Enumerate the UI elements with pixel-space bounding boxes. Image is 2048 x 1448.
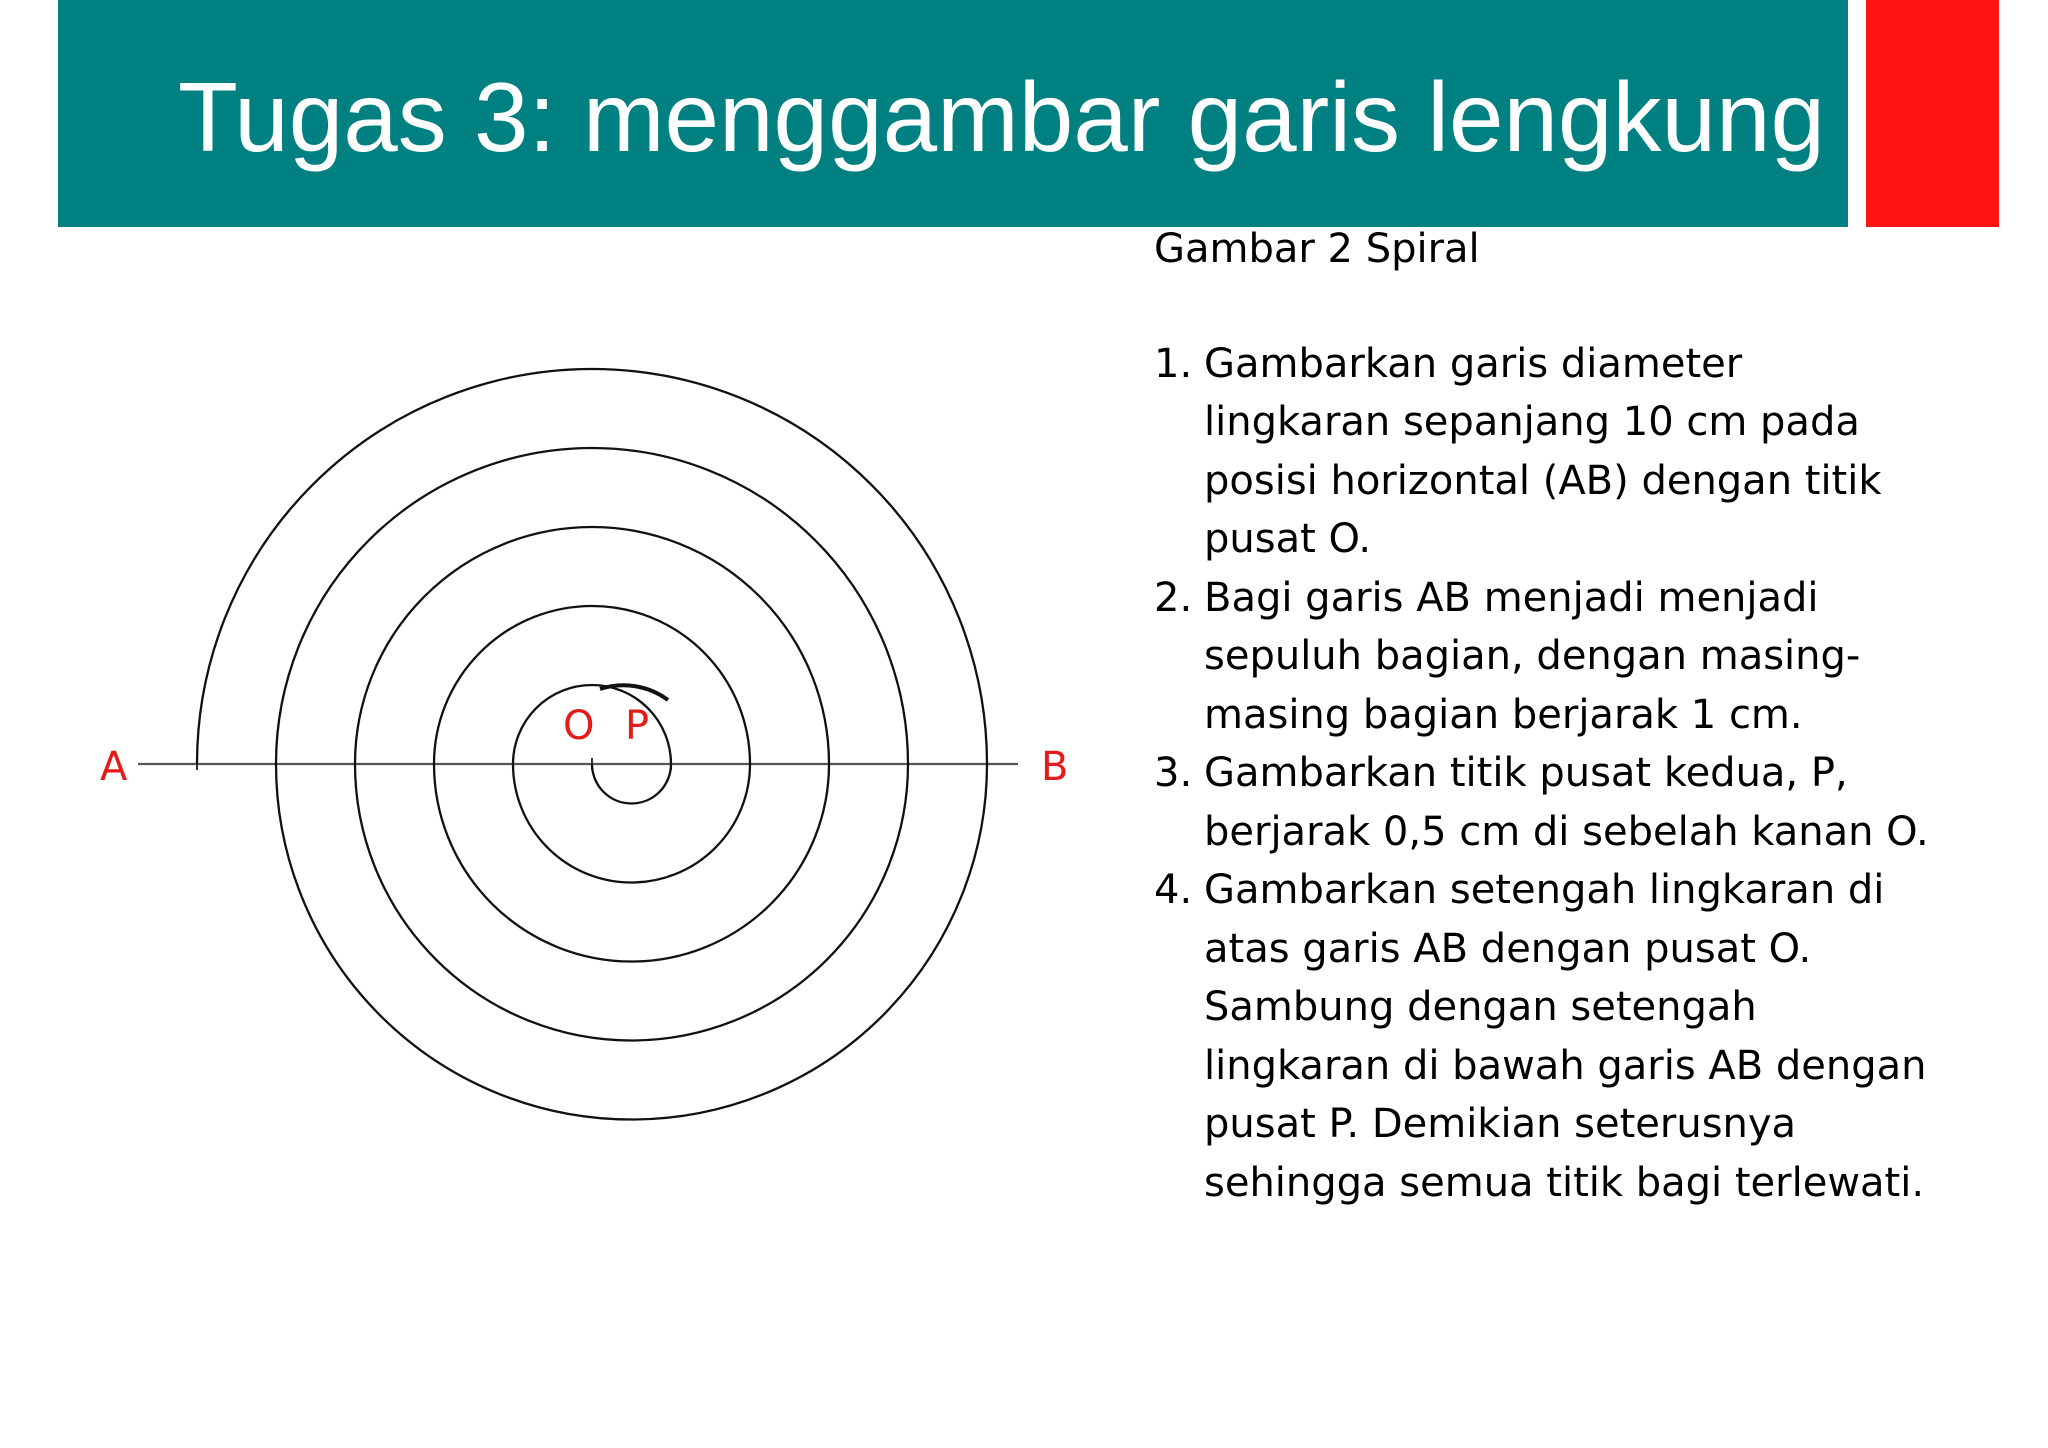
step-text: Gambarkan garis diameter lingkaran sepanjang 10 cm pada posisi horizontal (AB) dengan titik pusat O. bbox=[1204, 340, 1882, 562]
step-text: Gambarkan titik pusat kedua, P, berjarak 0,5 cm di sebelah kanan O. bbox=[1204, 750, 1929, 855]
label-b: B bbox=[1041, 744, 1069, 790]
accent-bar bbox=[1866, 0, 1999, 227]
instruction-step bbox=[1154, 335, 1994, 569]
spiral-figure bbox=[80, 330, 1100, 1210]
instruction-list bbox=[1154, 335, 1994, 1213]
instruction-step bbox=[1154, 744, 1994, 861]
step-number: 1. bbox=[1154, 340, 1193, 387]
step-number: 4. bbox=[1154, 867, 1193, 913]
label-a: A bbox=[100, 744, 128, 790]
label-p: P bbox=[625, 703, 650, 749]
figure-caption: Gambar 2 Spiral bbox=[1154, 226, 1480, 272]
instruction-step bbox=[1154, 569, 1994, 745]
slide-title: Tugas 3: menggambar garis lengkung bbox=[178, 62, 1826, 172]
step-text: Gambarkan setengah lingkaran di atas garis AB dengan pusat O. Sambung dengan setengah lingkaran di bawah garis AB dengan pusat P. Demikian seterusnya sehingga semua titik bagi terlewati. bbox=[1204, 867, 1927, 1206]
label-o: O bbox=[563, 703, 595, 749]
step-number: 2. bbox=[1154, 574, 1193, 621]
step-number: 3. bbox=[1154, 750, 1193, 796]
instruction-panel bbox=[1154, 220, 1994, 1212]
instruction-step bbox=[1154, 861, 1994, 1212]
step-text: Bagi garis AB menjadi menjadi sepuluh bagian, dengan masing- masing bagian berjarak 1 cm. bbox=[1204, 574, 1861, 738]
